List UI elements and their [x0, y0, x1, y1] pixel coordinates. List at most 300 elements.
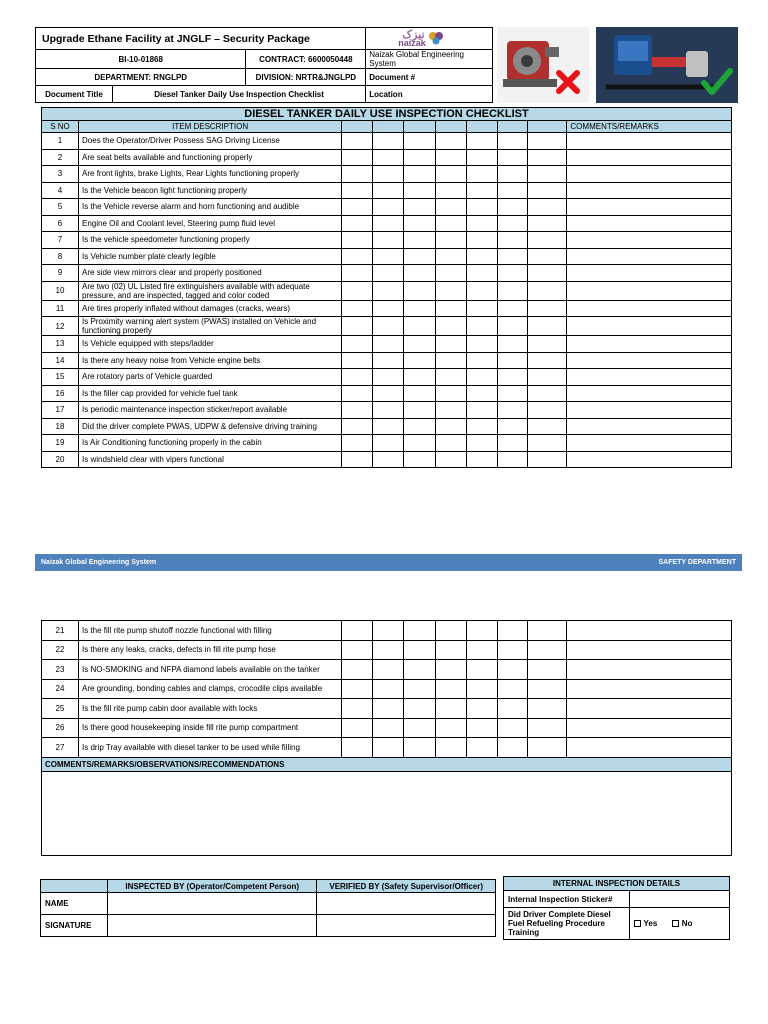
item-remark: [567, 385, 732, 402]
day-check-cell[interactable]: [528, 281, 567, 300]
day-check-cell[interactable]: [403, 699, 435, 719]
day-check-cell[interactable]: [466, 232, 497, 249]
day-check-cell[interactable]: [373, 435, 404, 452]
checklist-row: [42, 402, 732, 419]
day-check-cell[interactable]: [342, 352, 373, 369]
day-check-cell[interactable]: [497, 248, 528, 265]
day-check-cell[interactable]: [403, 738, 435, 758]
day-check-cell[interactable]: [497, 660, 528, 680]
day-check-cell[interactable]: [497, 718, 528, 738]
checklist-row: [42, 182, 732, 199]
day-check-cell[interactable]: [466, 718, 497, 738]
day-check-cell[interactable]: [497, 133, 528, 150]
day-check-cell[interactable]: [342, 215, 373, 232]
item-description: Are grounding, bonding cables and clamps, crocodile clips available: [79, 679, 342, 699]
day-check-cell[interactable]: [373, 660, 404, 680]
day-check-cell[interactable]: [403, 385, 435, 402]
day-check-cell[interactable]: [497, 182, 528, 199]
day-check-cell[interactable]: [435, 199, 466, 216]
day-check-cell[interactable]: [528, 300, 567, 317]
day-check-cell[interactable]: [403, 435, 435, 452]
item-description: Is Vehicle equipped with steps/ladder: [79, 336, 342, 353]
day-check-cell[interactable]: [342, 451, 373, 468]
verified-by-header: VERIFIED BY (Safety Supervisor/Officer): [317, 880, 496, 893]
day-check-cell[interactable]: [466, 369, 497, 386]
day-check-cell[interactable]: [435, 149, 466, 166]
day-check-cell[interactable]: [373, 232, 404, 249]
item-number: 16: [42, 385, 79, 402]
day-col-2: [373, 121, 404, 133]
yes-label: Yes: [643, 919, 658, 928]
signoff-table: [40, 879, 496, 937]
day-check-cell[interactable]: [528, 248, 567, 265]
day-check-cell[interactable]: [342, 738, 373, 758]
day-check-cell[interactable]: [373, 402, 404, 419]
day-check-cell[interactable]: [435, 182, 466, 199]
day-check-cell[interactable]: [342, 621, 373, 641]
item-description: Is there any leaks, cracks, defects in fill rite pump hose: [79, 640, 342, 660]
day-check-cell[interactable]: [528, 418, 567, 435]
day-check-cell[interactable]: [403, 199, 435, 216]
day-check-cell[interactable]: [497, 418, 528, 435]
item-remark: [567, 281, 732, 300]
day-check-cell[interactable]: [373, 699, 404, 719]
day-check-cell[interactable]: [435, 166, 466, 183]
day-check-cell[interactable]: [342, 718, 373, 738]
item-remark: [567, 248, 732, 265]
day-check-cell[interactable]: [342, 660, 373, 680]
day-check-cell[interactable]: [435, 402, 466, 419]
training-question: Did Driver Complete Diesel Fuel Refueling Procedure Training: [504, 908, 630, 940]
day-check-cell[interactable]: [403, 402, 435, 419]
day-check-cell[interactable]: [528, 149, 567, 166]
day-check-cell[interactable]: [373, 281, 404, 300]
day-check-cell[interactable]: [466, 336, 497, 353]
day-check-cell[interactable]: [497, 621, 528, 641]
day-check-cell[interactable]: [466, 133, 497, 150]
day-check-cell[interactable]: [435, 451, 466, 468]
item-number: 1: [42, 133, 79, 150]
day-check-cell[interactable]: [435, 352, 466, 369]
checklist-row: [42, 679, 732, 699]
signoff-corner: [41, 880, 108, 893]
day-check-cell[interactable]: [435, 621, 466, 641]
checklist-row: [42, 215, 732, 232]
day-check-cell[interactable]: [342, 679, 373, 699]
checklist-row: [42, 133, 732, 150]
sticker-field[interactable]: [629, 891, 730, 908]
day-check-cell[interactable]: [403, 317, 435, 336]
day-check-cell[interactable]: [373, 418, 404, 435]
day-check-cell[interactable]: [528, 166, 567, 183]
day-check-cell[interactable]: [528, 640, 567, 660]
checklist-row: [42, 621, 732, 641]
day-check-cell[interactable]: [435, 435, 466, 452]
footer-company: Naizak Global Engineering System: [41, 559, 157, 566]
day-check-cell[interactable]: [403, 133, 435, 150]
item-number: 17: [42, 402, 79, 419]
naizak-logo: [366, 28, 493, 50]
day-check-cell[interactable]: [373, 679, 404, 699]
item-remark: [567, 621, 732, 641]
yes-checkbox[interactable]: [634, 920, 641, 927]
day-check-cell[interactable]: [435, 133, 466, 150]
col-header-item: ITEM DESCRIPTION: [79, 121, 342, 133]
day-check-cell[interactable]: [435, 215, 466, 232]
day-check-cell[interactable]: [497, 385, 528, 402]
day-check-cell[interactable]: [528, 435, 567, 452]
day-check-cell[interactable]: [342, 435, 373, 452]
day-check-cell[interactable]: [497, 738, 528, 758]
day-check-cell[interactable]: [528, 182, 567, 199]
day-check-cell[interactable]: [403, 149, 435, 166]
day-check-cell[interactable]: [466, 149, 497, 166]
item-remark: [567, 317, 732, 336]
item-remark: [567, 418, 732, 435]
day-check-cell[interactable]: [373, 451, 404, 468]
name-label: NAME: [41, 893, 108, 915]
item-description: Are tires properly inflated without damages (cracks, wears): [79, 300, 342, 317]
verifier-signature-field[interactable]: [317, 915, 496, 937]
checklist-row: [42, 199, 732, 216]
day-check-cell[interactable]: [435, 679, 466, 699]
item-description: Is there any heavy noise from Vehicle engine belts: [79, 352, 342, 369]
day-check-cell[interactable]: [403, 369, 435, 386]
checklist-row: [42, 660, 732, 680]
item-description: Did the driver complete PWAS, UDPW & defensive driving training: [79, 418, 342, 435]
day-check-cell[interactable]: [373, 166, 404, 183]
cross-icon: [559, 73, 577, 91]
day-check-cell[interactable]: [342, 336, 373, 353]
document-title-label: Document Title: [36, 86, 113, 103]
item-description: Are side view mirrors clear and properly positioned: [79, 265, 342, 282]
day-check-cell[interactable]: [342, 248, 373, 265]
item-number: 8: [42, 248, 79, 265]
item-remark: [567, 182, 732, 199]
checklist-row: [42, 166, 732, 183]
project-title: Upgrade Ethane Facility at JNGLF – Security Package: [36, 28, 366, 50]
checklist-row: [42, 451, 732, 468]
day-check-cell[interactable]: [497, 640, 528, 660]
day-check-cell[interactable]: [373, 265, 404, 282]
day-check-cell[interactable]: [342, 317, 373, 336]
item-number: 9: [42, 265, 79, 282]
day-check-cell[interactable]: [466, 640, 497, 660]
day-check-cell[interactable]: [373, 248, 404, 265]
checklist-row: [42, 369, 732, 386]
item-number: 11: [42, 300, 79, 317]
day-check-cell[interactable]: [403, 336, 435, 353]
day-check-cell[interactable]: [528, 133, 567, 150]
day-check-cell[interactable]: [373, 215, 404, 232]
day-check-cell[interactable]: [342, 385, 373, 402]
item-remark: [567, 660, 732, 680]
day-check-cell[interactable]: [403, 265, 435, 282]
checklist-row: [42, 265, 732, 282]
day-check-cell[interactable]: [435, 300, 466, 317]
internal-inspection-table: [503, 876, 730, 940]
day-check-cell[interactable]: [342, 199, 373, 216]
incorrect-pump-photo: [497, 27, 589, 103]
day-check-cell[interactable]: [497, 300, 528, 317]
day-check-cell[interactable]: [342, 265, 373, 282]
day-check-cell[interactable]: [466, 660, 497, 680]
day-check-cell[interactable]: [373, 317, 404, 336]
day-col-3: [403, 121, 435, 133]
day-check-cell[interactable]: [435, 660, 466, 680]
logo-emblem-icon: [428, 31, 444, 45]
day-check-cell[interactable]: [466, 402, 497, 419]
day-check-cell[interactable]: [497, 352, 528, 369]
day-check-cell[interactable]: [466, 166, 497, 183]
day-check-cell[interactable]: [373, 199, 404, 216]
day-check-cell[interactable]: [528, 317, 567, 336]
day-check-cell[interactable]: [342, 281, 373, 300]
day-check-cell[interactable]: [435, 640, 466, 660]
day-check-cell[interactable]: [373, 133, 404, 150]
checklist-row: [42, 300, 732, 317]
day-check-cell[interactable]: [373, 300, 404, 317]
day-check-cell[interactable]: [403, 215, 435, 232]
day-check-cell[interactable]: [342, 300, 373, 317]
day-check-cell[interactable]: [466, 265, 497, 282]
checklist-row: [42, 248, 732, 265]
item-remark: [567, 149, 732, 166]
item-description: Is there good housekeeping inside fill rite pump compartment: [79, 718, 342, 738]
day-check-cell[interactable]: [403, 182, 435, 199]
day-check-cell[interactable]: [403, 300, 435, 317]
inspected-by-header: INSPECTED BY (Operator/Competent Person): [107, 880, 316, 893]
item-number: 2: [42, 149, 79, 166]
item-description: Is drip Tray available with diesel tanker to be used while filling: [79, 738, 342, 758]
day-check-cell[interactable]: [373, 718, 404, 738]
day-check-cell[interactable]: [466, 199, 497, 216]
day-check-cell[interactable]: [497, 199, 528, 216]
day-col-6: [497, 121, 528, 133]
day-check-cell[interactable]: [528, 660, 567, 680]
day-check-cell[interactable]: [497, 265, 528, 282]
item-remark: [567, 451, 732, 468]
day-col-5: [466, 121, 497, 133]
checklist-row: [42, 385, 732, 402]
item-number: 18: [42, 418, 79, 435]
day-col-4: [435, 121, 466, 133]
day-check-cell[interactable]: [466, 281, 497, 300]
day-check-cell[interactable]: [373, 738, 404, 758]
day-check-cell[interactable]: [403, 418, 435, 435]
day-check-cell[interactable]: [528, 699, 567, 719]
item-number: 4: [42, 182, 79, 199]
item-number: 19: [42, 435, 79, 452]
day-check-cell[interactable]: [435, 232, 466, 249]
day-check-cell[interactable]: [403, 352, 435, 369]
day-check-cell[interactable]: [497, 336, 528, 353]
day-check-cell[interactable]: [497, 402, 528, 419]
checklist-row: [42, 435, 732, 452]
day-check-cell[interactable]: [435, 265, 466, 282]
day-check-cell[interactable]: [497, 435, 528, 452]
day-check-cell[interactable]: [528, 402, 567, 419]
item-remark: [567, 679, 732, 699]
day-check-cell[interactable]: [373, 369, 404, 386]
day-check-cell[interactable]: [528, 352, 567, 369]
day-check-cell[interactable]: [373, 336, 404, 353]
item-remark: [567, 352, 732, 369]
day-check-cell[interactable]: [466, 451, 497, 468]
day-check-cell[interactable]: [528, 679, 567, 699]
day-check-cell[interactable]: [466, 435, 497, 452]
item-description: Is the Vehicle reverse alarm and horn functioning and audible: [79, 199, 342, 216]
day-check-cell[interactable]: [342, 149, 373, 166]
verifier-name-field[interactable]: [317, 893, 496, 915]
item-remark: [567, 718, 732, 738]
contract-number: CONTRACT: 6600050448: [246, 50, 366, 69]
day-check-cell[interactable]: [528, 385, 567, 402]
day-check-cell[interactable]: [466, 418, 497, 435]
inspector-signature-field[interactable]: [107, 915, 316, 937]
item-description: Engine Oil and Coolant level, Steering pump fluid level: [79, 215, 342, 232]
correct-pump-photo: [596, 27, 738, 103]
day-check-cell[interactable]: [497, 215, 528, 232]
no-checkbox[interactable]: [672, 920, 679, 927]
day-check-cell[interactable]: [497, 232, 528, 249]
no-label: No: [681, 919, 693, 928]
day-col-7: [528, 121, 567, 133]
day-check-cell[interactable]: [497, 699, 528, 719]
day-check-cell[interactable]: [403, 679, 435, 699]
day-check-cell[interactable]: [403, 248, 435, 265]
day-check-cell[interactable]: [497, 679, 528, 699]
day-check-cell[interactable]: [403, 166, 435, 183]
day-check-cell[interactable]: [403, 640, 435, 660]
day-check-cell[interactable]: [373, 640, 404, 660]
item-number: 13: [42, 336, 79, 353]
day-check-cell[interactable]: [435, 718, 466, 738]
day-check-cell[interactable]: [403, 281, 435, 300]
day-check-cell[interactable]: [373, 182, 404, 199]
day-check-cell[interactable]: [466, 182, 497, 199]
day-check-cell[interactable]: [466, 621, 497, 641]
day-check-cell[interactable]: [373, 621, 404, 641]
day-check-cell[interactable]: [403, 621, 435, 641]
day-check-cell[interactable]: [435, 336, 466, 353]
day-check-cell[interactable]: [403, 718, 435, 738]
day-check-cell[interactable]: [342, 232, 373, 249]
day-check-cell[interactable]: [528, 718, 567, 738]
comments-field[interactable]: [42, 771, 732, 855]
item-description: Is Vehicle number plate clearly legible: [79, 248, 342, 265]
day-check-cell[interactable]: [466, 699, 497, 719]
day-check-cell[interactable]: [373, 385, 404, 402]
day-check-cell[interactable]: [466, 300, 497, 317]
day-check-cell[interactable]: [435, 385, 466, 402]
item-description: Is the fill rite pump shutoff nozzle functional with filling: [79, 621, 342, 641]
day-check-cell[interactable]: [497, 369, 528, 386]
day-check-cell[interactable]: [497, 166, 528, 183]
item-description: Are two (02) UL Listed fire extinguishers available with adequate pressure, and are inspected, tagged and color coded: [79, 281, 342, 300]
item-description: Is windshield clear with vipers functional: [79, 451, 342, 468]
item-description: Is the filler cap provided for vehicle fuel tank: [79, 385, 342, 402]
day-check-cell[interactable]: [528, 265, 567, 282]
day-check-cell[interactable]: [435, 281, 466, 300]
day-check-cell[interactable]: [373, 352, 404, 369]
day-col-1: [342, 121, 373, 133]
item-description: Does the Operator/Driver Possess SAG Driving License: [79, 133, 342, 150]
day-check-cell[interactable]: [466, 317, 497, 336]
day-check-cell[interactable]: [528, 232, 567, 249]
day-check-cell[interactable]: [528, 738, 567, 758]
day-check-cell[interactable]: [528, 336, 567, 353]
day-check-cell[interactable]: [497, 451, 528, 468]
day-check-cell[interactable]: [342, 402, 373, 419]
day-check-cell[interactable]: [403, 232, 435, 249]
item-number: 20: [42, 451, 79, 468]
day-check-cell[interactable]: [435, 738, 466, 758]
document-no-label: Document #: [366, 69, 493, 86]
day-check-cell[interactable]: [466, 215, 497, 232]
item-description: Are seat belts available and functioning properly: [79, 149, 342, 166]
checklist-row: [42, 149, 732, 166]
day-check-cell[interactable]: [342, 699, 373, 719]
item-number: 27: [42, 738, 79, 758]
day-check-cell[interactable]: [528, 199, 567, 216]
day-check-cell[interactable]: [497, 149, 528, 166]
col-header-sno: S NO: [42, 121, 79, 133]
day-check-cell[interactable]: [528, 369, 567, 386]
item-description: Is the fill rite pump cabin door available with locks: [79, 699, 342, 719]
item-number: 25: [42, 699, 79, 719]
day-check-cell[interactable]: [497, 281, 528, 300]
day-check-cell[interactable]: [435, 369, 466, 386]
day-check-cell[interactable]: [435, 317, 466, 336]
day-check-cell[interactable]: [403, 660, 435, 680]
inspection-checklist: [41, 107, 732, 468]
logo-text: naizak: [398, 38, 426, 48]
day-check-cell[interactable]: [373, 149, 404, 166]
day-check-cell[interactable]: [342, 133, 373, 150]
day-check-cell[interactable]: [466, 352, 497, 369]
day-check-cell[interactable]: [466, 738, 497, 758]
checklist-row: [42, 352, 732, 369]
day-check-cell[interactable]: [342, 369, 373, 386]
day-check-cell[interactable]: [528, 621, 567, 641]
item-number: 12: [42, 317, 79, 336]
day-check-cell[interactable]: [466, 385, 497, 402]
item-description: Is periodic maintenance inspection sticker/report available: [79, 402, 342, 419]
day-check-cell[interactable]: [528, 215, 567, 232]
day-check-cell[interactable]: [497, 317, 528, 336]
inspector-name-field[interactable]: [107, 893, 316, 915]
day-check-cell[interactable]: [435, 699, 466, 719]
item-remark: [567, 402, 732, 419]
day-check-cell[interactable]: [466, 679, 497, 699]
checklist-row: [42, 718, 732, 738]
day-check-cell[interactable]: [342, 166, 373, 183]
checklist-row: [42, 738, 732, 758]
item-remark: [567, 336, 732, 353]
item-description: Is the vehicle speedometer functioning properly: [79, 232, 342, 249]
item-number: 15: [42, 369, 79, 386]
day-check-cell[interactable]: [435, 418, 466, 435]
day-check-cell[interactable]: [403, 451, 435, 468]
day-check-cell[interactable]: [342, 182, 373, 199]
day-check-cell[interactable]: [342, 640, 373, 660]
day-check-cell[interactable]: [435, 248, 466, 265]
day-check-cell[interactable]: [466, 248, 497, 265]
department: DEPARTMENT: RNGLPD: [36, 69, 246, 86]
day-check-cell[interactable]: [528, 451, 567, 468]
day-check-cell[interactable]: [342, 418, 373, 435]
